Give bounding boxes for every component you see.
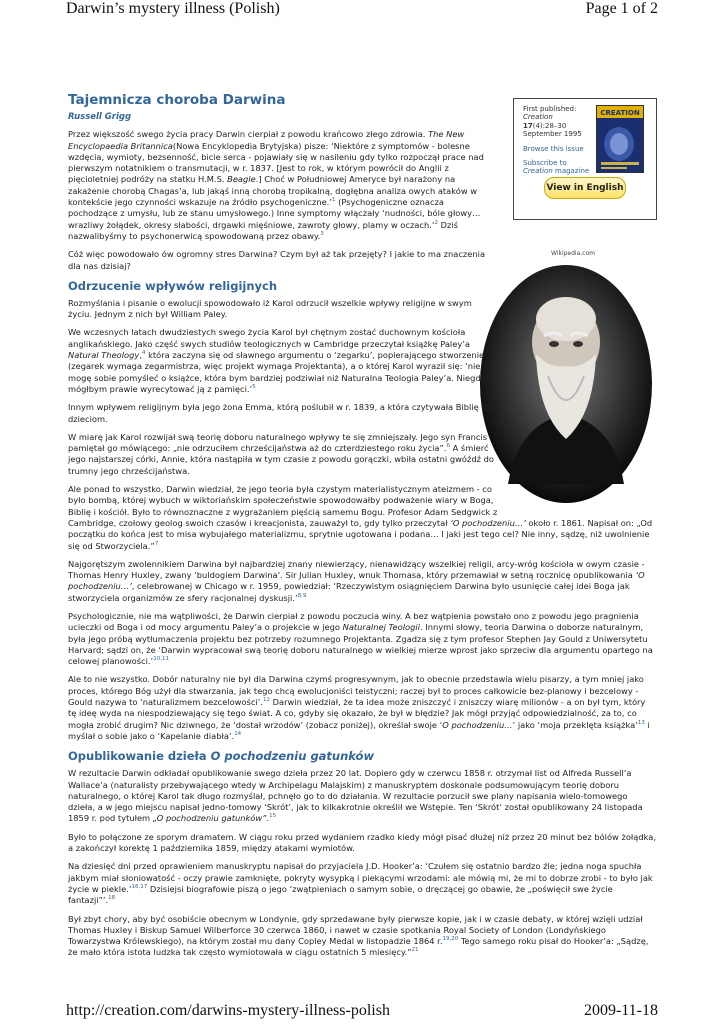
article-title: Tajemnicza choroba Darwina bbox=[68, 92, 286, 108]
paragraph: We wczesnych latach dwudziestych swego życia Karol był chętnym zostać duchownym kościoła anglikańskiego. Jako część swych studiów teologicznych w Cambridge przeczytał książkę Paley’a Natural Theology,$^4$ która zaczyna się od sławnego argumentu o ‘zegarku’, popierającego stworzenie (zegarek wymaga zegarmistrza, więc projekt wymaga Projektanta), a o której Karol wyraził się: ‘nie mogę sobie pomyśleć o książce, która bym bardziej podziwiał niż Naturalna Teologia Paley’a. Niegdyś mógłbym prawie wyrecytować ją z pamięci.’$^5$ bbox=[68, 327, 490, 394]
paragraph: Ale to nie wszystko. Dobór naturalny nie był dla Darwina czymś progresywnym, jak to obecnie przedstawia wielu pisarzy, a tym mniej jako proces, którego Bóg użył dla stwarzania, jak tego chcą ewolucjoniści teistyczni; raczej był to proces całkowicie bez-planowy i bezcelowy - Gould nazywa to ‘naturalizmem bezcelowości’.$^{12}$ Darwin wiedział, że ta idea może zniszczyć i zniszczy wiarę milionów - a on był tym, który tę ideę wyda na niespodziewający się tego świat. A co, gdyby się okazało, że był w błędzie? Jak mógł przyjąć odpowiedzialność, za to, co mogła zrobić drugim? Nic dziwnego, że ‘dostał wrzodów’ (zobacz poniżej), określał swoje ‘O pochodzeniu…’ jako ‘moja przeklęta książka’$^{13}$ i myślał o sobie jako o ‘Kapelanie diabła’.$^{14}$ bbox=[68, 674, 650, 741]
paragraph: Na dziesięć dni przed oprawieniem manuskryptu napisał do przyjaciela J.D. Hooker’a: ‘Czułem się ostatnio bardzo źle; jedna noga spuchła jakbym miał słoniowatość - oczy prawie zamknięte, pokryty wysypką i piekącymi wrzodami: ale mówią mi, że mi to dobrze zrobi - to było jak życie w piekle.’$^{16,17}$ Dzisiejsi biografowie piszą o jego ‘zwątpieniach o samym sobie, o dręczącej go obawie, że „poświęcił swe życie fantazji”’.$^{18}$ bbox=[68, 861, 653, 906]
journal-issue-pages: (4):28–30 bbox=[532, 121, 567, 130]
header-title: Darwin’s mystery illness (Polish) bbox=[66, 0, 280, 17]
subscribe-link[interactable]: Subscribe to Creation magazine bbox=[523, 159, 590, 176]
footnote-ref[interactable]: 8,9 bbox=[297, 592, 307, 599]
publication-date: September 1995 bbox=[523, 130, 582, 139]
journal-volume: 17 bbox=[523, 121, 533, 130]
footnote-ref[interactable]: 10,11 bbox=[153, 656, 169, 663]
paragraph: Ale ponad to wszystko, Darwin wiedział, że jego teoria była czystym materialistycznym ateizmem - co było bombą, której wybuch w wiktoriańskim społeczeństwie spowodowałby podważenie wiary w Boga, Biblię i kościół. Było to równoznaczne z wygrażaniem pięścią samemu Bogu. Profesor Adam Sedgwick z Cambridge, czołowy geolog swoich czasów i kreacjonista, zauważył to, gdy tylko przeczytał ‘O pochodzeniu…’ około r. 1861. Napisał on: „Od początku do końca jest to misa wybujałego materializmu, sprytnie ugotowana i podana… I jaki jest tego cel? Nie inny, sądzę, niż uwolnienie się od Stworzyciela.”$^7$ bbox=[68, 484, 653, 551]
article-body bbox=[68, 92, 656, 966]
footnote-ref[interactable]: 7 bbox=[154, 540, 159, 547]
footer-url[interactable]: http://creation.com/darwins-mystery-illness-polish bbox=[66, 1002, 390, 1019]
paragraph: Psychologicznie, nie ma wątpliwości, że Darwin cierpiał z powodu poczucia winy. A bez wątpienia powstało ono z powodu jego pragnienia ucieczki od Boga i od mocy argumentu Paley’a o projekcie w jego Naturalnej Teologii. Innymi słowy, teoria Darwina o doborze naturalnym, była jego próbą wytłumaczenia projektu bez potrzeby rozumnego Projektanta. Zgadza się z tym profesor Stephen Jay Gould z Uniwersytetu Harvard; sądzi on, że ‘Darwin wypracował swą teorię doboru naturalnego w wielkiej mierze wprost jako sprzeciw dla argumentu opartego na celowej planowości.’$^{10,11}$ bbox=[68, 610, 653, 667]
paragraph: W rezultacie Darwin odkładał opublikowanie swego dzieła przez 20 lat. Dopiero gdy w czerwcu 1858 r. otrzymał list od Alfreda Russell’a Wallace’a (naturalisty przebywającego wtedy w Archipelagu Malajskim) z manuskryptem doskonale podsumowującym teorię doboru naturalnego, o której Karol tak długo rozmyślał, pchnęło go to do działania. W rezultacie porzucił swe plany napisania wielo-tomowego dzieła, a w jego miejscu napisał jedno-tomowy ‘Skrót’, jak to kilkakrotnie określił we Wstępie. Ten ‘Skrót’ został opublikowany 24 listopada 1859 r. pod tytułem „O pochodzeniu gatunków”.$^{15}$ bbox=[68, 768, 643, 824]
footnote-ref[interactable]: 1 bbox=[331, 197, 336, 204]
paragraph: Najgorętszym zwolennikiem Darwina był najbardziej znany niewierzący, nienawidzący wszelkiej religii, arcy-wróg kościoła w owym czasie - Thomas Henry Huxley, zwany ‘buldogiem Darwina’. Sir Julian Huxley, wnuk Thomasa, który przemawiał w setną rocznicę opublikowania ‘O pochodzeniu…’, celebrowanej w Chicago w r. 1959, powiedział: ‘Rzeczywistym osiągnięciem Darwina było usunięcie całej idei Boga jak stworzyciela organizmów ze sfery racjonalnej dyskusji.’$^{8,9}$ bbox=[68, 558, 645, 603]
journal-name: Creation bbox=[523, 113, 553, 122]
footnote-ref[interactable]: 19,20 bbox=[442, 936, 459, 943]
footnote-ref[interactable]: 3 bbox=[320, 231, 324, 238]
paragraph-intro: Przez większość swego życia pracy Darwin cierpiał z powodu krańcowo złego zdrowia. The New Encyclopaedia Britannica(Nowa Encyklopedia Brytyjska) pisze: ‘Niektóre z symptomów - bolesne wzdęcia, wymioty, bezsenność, bicie serca - pojawiały się w nasileniu gdy tylko rozpoczął prace nad pierwszym notatnikiem o transmutacji, w r. 1837. [Jest to rok, w którym powrócił do Anglii z pięcioletniej podróży na statku H.M.S. Beagle.] Choć w Południowej Ameryce był narażony na zakażenie chorobą Chagas’a, lub jakąś inną chorobą tropikalną, dogłębna analiza owych ataków w kontekście jego czynności wskazuje na źródło psychogeniczne.’$^1$ (Psychogeniczne oznacza pochodzące z umysłu, lub ze stanu umysłowego.) Inne symptomy włączały ‘nudności, bóle głowy… wrazliwy żołądek, okresy słabości, drgawki mięśniowe, zawroty głowy, plamy w oczach.’$^2$ Dziś nazwalibyśmy to psychonerwicą spowodowaną przez obawy.$^3$ bbox=[68, 129, 484, 241]
footnote-ref[interactable]: 2 bbox=[434, 219, 438, 226]
cover-title: CREATION bbox=[600, 109, 640, 117]
footnote-ref[interactable]: 16,17 bbox=[131, 884, 148, 891]
paragraph: Rozmyślania i pisanie o ewolucji spowodowało iż Karol odrzucił wszelkie wpływy religijne w swym życiu. Jednym z nich był William Paley. bbox=[68, 297, 472, 320]
footnote-ref[interactable]: 15 bbox=[269, 813, 277, 820]
footnote-ref[interactable]: 13 bbox=[637, 719, 645, 726]
footnote-ref[interactable]: 4 bbox=[141, 350, 146, 357]
paragraph: Był zbyt chory, aby być osobiście obecnym w Londynie, gdy sprzedawane były pierwsze kopie, jak i w czasie debaty, w której wzięli udział Thomas Huxley i Biskup Samuel Wilberforce 30 czerwca 1860, i nawet w czasie spotkania Royal Society of London (Londyńskiego Towarzystwa Królewskiego), na którym został mu dany Copley Medal w listopadzie 1864 r.$^{19,20}$ Tego samego roku pisał do Hooker’a: „Sądzę, że mało która istota ludzka tak często wymiotowała w ciągu ostatnich 5 miesięcy.”$^{21}$ bbox=[68, 913, 649, 958]
article-author[interactable]: Russell Grigg bbox=[68, 112, 132, 122]
first-published-label: First published: bbox=[523, 105, 577, 113]
footnote-ref[interactable]: 14 bbox=[234, 731, 242, 738]
browse-issue-link[interactable]: Browse this issue bbox=[523, 144, 584, 153]
page-header bbox=[66, 0, 658, 20]
paragraph: Było to połączone ze sporym dramatem. W ciągu roku przed wydaniem rzadko kiedy mógł pisać dłużej niż przez 20 minut bez bólów żołądka, a zakończył korektę 1 października 1859, między atakami wymiotów. bbox=[68, 831, 657, 854]
footnote-ref[interactable]: 21 bbox=[411, 947, 419, 954]
paragraph: Innym wpływem religijnym była jego żona Emma, którą poślubił w r. 1839, a która czytywała Biblię ich dzieciom. bbox=[68, 402, 494, 424]
footnote-ref[interactable]: 18 bbox=[108, 895, 116, 902]
paragraph-question: Cóż więc powodowało ów ogromny stres Darwina? Czym był aż tak przejęty? I jakie to ma znaczenia dla nas dzisiaj? bbox=[68, 249, 486, 271]
paragraph: W miarę jak Karol rozwijał swą teorię doboru naturalnego wpływy te się zmniejszały. Jego syn Francis pamiętał go mówiącego: „nie odrzuciłem chrześcijaństwa aż do czterdziestego roku życia”.$^6$ A śmierć jego najstarszej córki, Annie, która nastąpiła w tym czasie z powodu gorączki, wbiła ostatni gwóźdź do trumny jego chrześcijaństwa. bbox=[68, 431, 494, 476]
view-in-english-button[interactable]: View in English bbox=[544, 177, 626, 199]
section-heading-religion: Odrzucenie wpływów religijnych bbox=[68, 278, 278, 293]
footnote-ref[interactable]: 12 bbox=[263, 697, 271, 704]
footer-date: 2009-11-18 bbox=[583, 1002, 658, 1019]
page-number: Page 1 of 2 bbox=[585, 0, 658, 17]
footnote-ref[interactable]: 5 bbox=[252, 384, 256, 391]
section-heading-publication: Opublikowanie dzieła O pochodzeniu gatunków bbox=[68, 749, 375, 764]
photo-credit: Wikipedia.com bbox=[551, 250, 595, 257]
footnote-ref[interactable]: 6 bbox=[446, 443, 450, 450]
page-footer bbox=[66, 1002, 658, 1022]
